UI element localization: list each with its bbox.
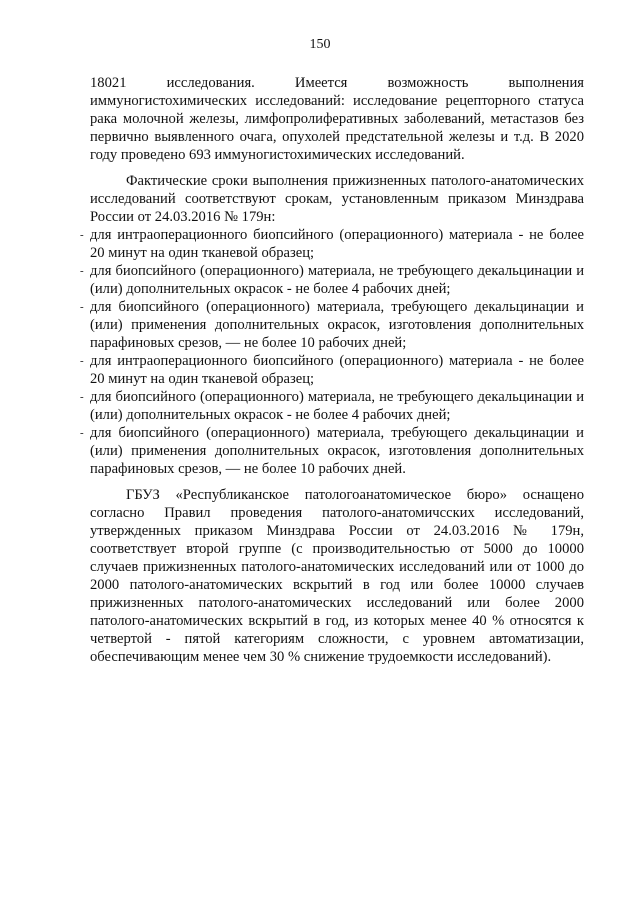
list-item: - для биопсийного (операционного) материала, не требующего декальцинации и (или) дополнительных окрасок - не более 4 рабочих дней; [80,389,584,423]
list-item: - для интраоперационного биопсийного (операционного) материала - не более 20 минут на один тканевой образец; [80,353,584,387]
deadlines-list [80,226,584,478]
bullet-marker: - [80,301,84,313]
document-body [80,74,584,666]
bullet-marker: - [80,427,84,439]
bullet-marker: - [80,229,84,241]
list-item: - для интраоперационного биопсийного (операционного) материала - не более 20 минут на один тканевой образец; [80,227,584,261]
list-item: - для биопсийного (операционного) материала, не требующего декальцинации и (или) дополнительных окрасок - не более 4 рабочих дней; [80,263,584,297]
bullet-marker: - [80,391,84,403]
page-number: 150 [309,37,331,52]
paragraph-bureau-group: ГБУЗ «Республиканское патологоанатомическое бюро» оснащено согласно Правил проведения патолого-анатомичсских исследований, утвержденных приказом Минздрава России от 24.03.2016 № 179н, соответствует второй группе (с производительностью от 5000 до 10000 случаев прижизненных патолого-анатомических исследований или от 1000 до 2000 патолого-анатомических вскрытий в год или более 10000 случаев прижизненных патолого-анатомических исследований или более 2000 патолого-анатомических вскрытий в год, из которых менее 40 % относятся к четвертой - пятой категориям сложности, с уровнем автоматизации, обеспечивающим менее чем 30 % снижение трудоемкости исследований). [90,487,584,665]
list-item: - для биопсийного (операционного) материала, требующего декальцинации и (или) применения дополнительных окрасок, изготовления дополнительных парафиновых срезов, — не более 10 рабочих дней; [80,299,584,351]
bullet-marker: - [80,265,84,277]
bullet-marker: - [80,355,84,367]
list-item: - для биопсийного (операционного) материала, требующего декальцинации и (или) применения дополнительных окрасок, изготовления дополнительных парафиновых срезов, — не более 10 рабочих дней. [80,425,584,477]
paragraph-deadlines-intro: Фактические сроки выполнения прижизненных патолого-анатомических исследований соответствуют срокам, установленным приказом Минздрава России от 24.03.2016 № 179н: [90,173,584,225]
paragraph-ihc-studies: 18021 исследования. Имеется возможность выполнения иммуногистохимических исследований: исследование рецепторного статуса рака молочной железы, лимфопролиферативных заболеваний, метастазов без первично выявленного очага, опухолей предстательной железы и т.д. В 2020 году проведено 693 иммуногистохимических исследований. [90,75,584,163]
